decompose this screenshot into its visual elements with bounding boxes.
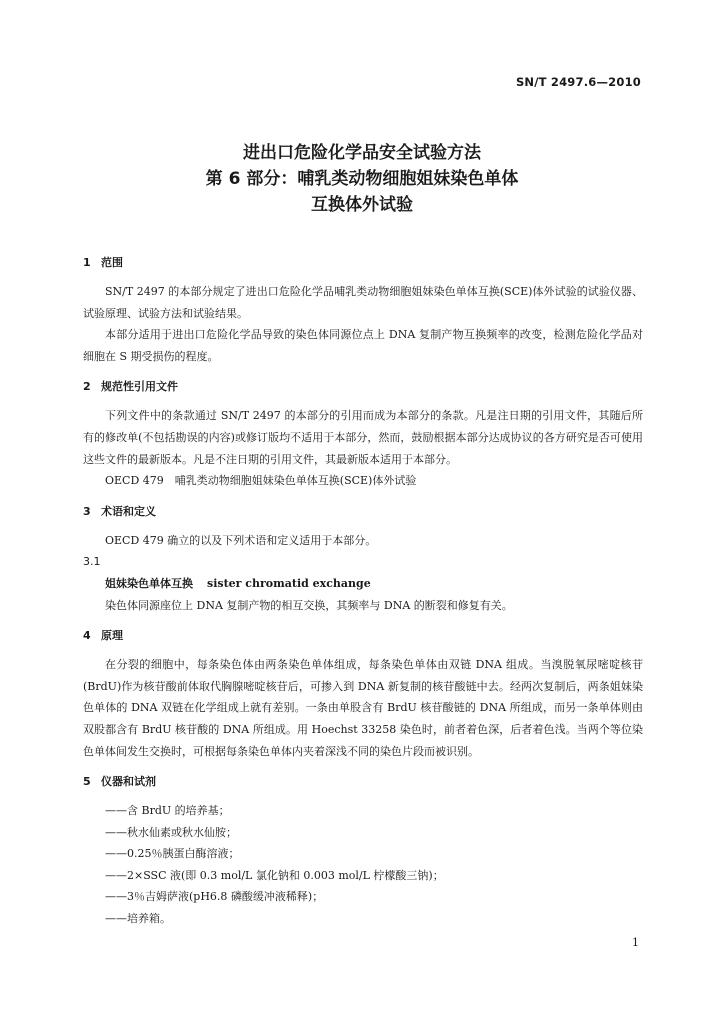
paragraph: OECD 479 确立的以及下列术语和定义适用于本部分。 — [105, 533, 377, 547]
document-body — [83, 253, 643, 930]
paragraph: 本部分适用于进出口危险化学品导致的染色体同源位点上 DNA 复制产物互换频率的改变，检测危险化学品对细胞在 S 期受损伤的程度。 — [83, 328, 643, 363]
list-item: ——培养箱。 — [105, 912, 171, 926]
section-number: 5 — [83, 775, 91, 789]
list-item: ——秋水仙素或秋水仙胺； — [105, 825, 237, 839]
section-heading-scope — [83, 253, 643, 273]
reference-item: OECD 479 哺乳类动物细胞姐妹染色单体互换(SCE)体外试验 — [105, 474, 417, 488]
section-heading-terms — [83, 502, 643, 522]
list-item: ——3％吉姆萨液(pH6.8 磷酸缓冲液稀释)； — [105, 890, 324, 904]
list-item: ——含 BrdU 的培养基； — [105, 804, 230, 818]
section-number: 4 — [83, 629, 91, 643]
title-line-1: 进出口危险化学品安全试验方法 — [243, 143, 481, 163]
standard-code: SN/T 2497.6—2010 — [515, 75, 641, 89]
list-item: ——2×SSC 液(即 0.3 mol/L 氯化钠和 0.003 mol/L 柠檬酸三钠)； — [105, 868, 444, 882]
subsection-number: 3.1 — [83, 555, 101, 569]
section-title: 仪器和试剂 — [101, 775, 156, 789]
section-heading-references — [83, 377, 643, 397]
section-heading-instruments — [83, 772, 643, 792]
section-title: 原理 — [101, 629, 123, 643]
list-item: ——0.25％胰蛋白酶溶液； — [105, 847, 240, 861]
section-title: 范围 — [101, 256, 123, 269]
section-title: 术语和定义 — [101, 504, 156, 518]
term-english: sister chromatid exchange — [207, 576, 371, 590]
title-line-3: 互换体外试验 — [311, 195, 413, 215]
section-number: 3 — [83, 504, 91, 518]
section-heading-principle — [83, 626, 643, 646]
title-line-2: 第 6 部分：哺乳类动物细胞姐妹染色单体 — [205, 169, 519, 189]
term-entry — [83, 573, 643, 595]
instrument-list — [83, 800, 643, 930]
page-number: 1 — [632, 936, 639, 949]
section-number: 2 — [83, 380, 91, 394]
section-title: 规范性引用文件 — [101, 380, 178, 394]
paragraph: 在分裂的细胞中，每条染色体由两条染色单体组成，每条染色单体由双链 DNA 组成。当溴脱氧尿嘧啶核苷(BrdU)作为核苷酸前体取代胸腺嘧啶核苷后，可掺入到 DNA 新复制的核苷酸链中去。经两次复制后，两条姐妹染色单体的 DNA 双链在化学组成上就有差别。一条由单股含有 BrdU 核苷酸链的 DNA 所组成，而另一条单体则由双股都含有 BrdU 核苷酸的 DNA 所组成。用 Hoechst 33258 染色时，前者着色深，后者着色浅。当两个等位染色单体间发生交换时，可根据每条染色单体内夹着深浅不同的染色片段而被识别。 — [83, 658, 643, 758]
paragraph: 下列文件中的条款通过 SN/T 2497 的本部分的引用而成为本部分的条款。凡是注日期的引用文件，其随后所有的修改单(不包括勘误的内容)或修订版均不适用于本部分，然而，鼓励根据本部分达成协议的各方研究是否可使用这些文件的最新版本。凡是不注日期的引用文件，其最新版本适用于本部分。 — [83, 409, 643, 466]
paragraph: SN/T 2497 的本部分规定了进出口危险化学品哺乳类动物细胞姐妹染色单体互换(SCE)体外试验的试验仪器、试验原理、试验方法和试验结果。 — [83, 285, 643, 320]
section-number: 1 — [83, 256, 91, 269]
term-chinese: 姐妹染色单体互换 — [105, 576, 193, 590]
document-title — [0, 140, 724, 218]
term-definition: 染色体同源座位上 DNA 复制产物的相互交换，其频率与 DNA 的断裂和修复有关。 — [105, 598, 513, 612]
